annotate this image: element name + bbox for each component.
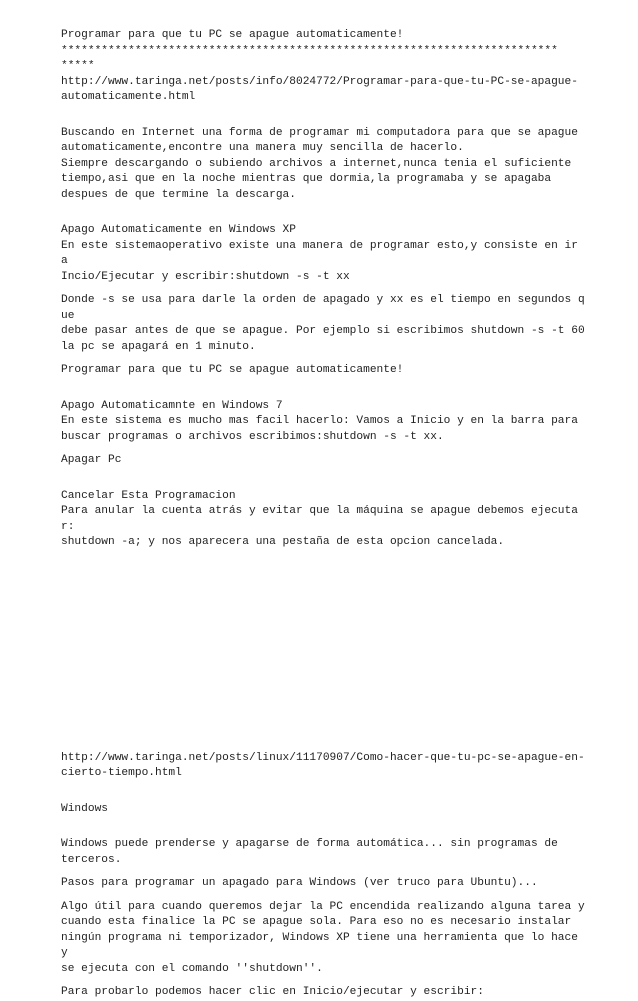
source-url-1: http://www.taringa.net/posts/info/8024772/Programar-para-que-tu-PC-se-apague- automaticamente.html [61,75,578,103]
cancel-section: Cancelar Esta Programacion Para anular la cuenta atrás y evitar que la máquina se apague debemos ejecutar: shutdown -a; y nos aparecera una pestaña de esta opcion cancelada. [61,489,578,548]
windows-heading: Windows [61,802,108,815]
windows-7-section: Apago Automaticamnte en Windows 7 En este sistema es mucho mas facil hacerlo: Vamos a Inicio y en la barra para buscar programas o archivos escribimos:shutdown -s -t xx. [61,399,578,443]
windows-xp-section: Apago Automaticamente en Windows XP En este sistemaoperativo existe una manera de programar esto,y consiste en ir a Incio/Ejecutar y escribir:shutdown -s -t xx [61,224,578,283]
windows-paragraph-4: Para probarlo podemos hacer clic en Inicio/ejecutar y escribir: [61,986,484,998]
document-page [61,28,591,1001]
apagar-pc-label: Apagar Pc [61,454,122,466]
document-title: Programar para que tu PC se apague automaticamente! [61,29,404,41]
windows-paragraph-2: Pasos para programar un apagado para Windows (ver truco para Ubuntu)... [61,877,538,889]
source-url-2: http://www.taringa.net/posts/linux/11170907/Como-hacer-que-tu-pc-se-apague-en- cierto-tiempo.html [61,751,585,779]
windows-paragraph-1: Windows puede prenderse y apagarse de forma automática... sin programas de terceros. [61,838,558,866]
asterisk-separator: ************************************************************************** ***** [61,44,558,72]
windows-xp-explanation: Donde -s se usa para darle la orden de apagado y xx es el tiempo en segundos que debe pasar antes de que se apague. Por ejemplo si escribimos shutdown -s -t 60 la pc se apagará en 1 minuto. [61,294,585,353]
repeated-title: Programar para que tu PC se apague automaticamente! [61,364,404,376]
windows-paragraph-3: Algo útil para cuando queremos dejar la PC encendida realizando alguna tarea y cuando esta finalice la PC se apague sola. Para eso no es necesario instalar ningún programa ni temporizador, Windows XP tiene una herramienta que lo hace y se ejecuta con el comando ''shutdown''. [61,900,585,975]
intro-paragraph: Buscando en Internet una forma de programar mi computadora para que se apague automaticamente,encontre una manera muy sencilla de hacerlo. Siempre descargando o subiendo archivos a internet,nunca tenia el suficiente tiempo,asi que en la noche mientras que dormia,la programaba y se apagaba despues de que termine la descarga. [61,126,578,201]
